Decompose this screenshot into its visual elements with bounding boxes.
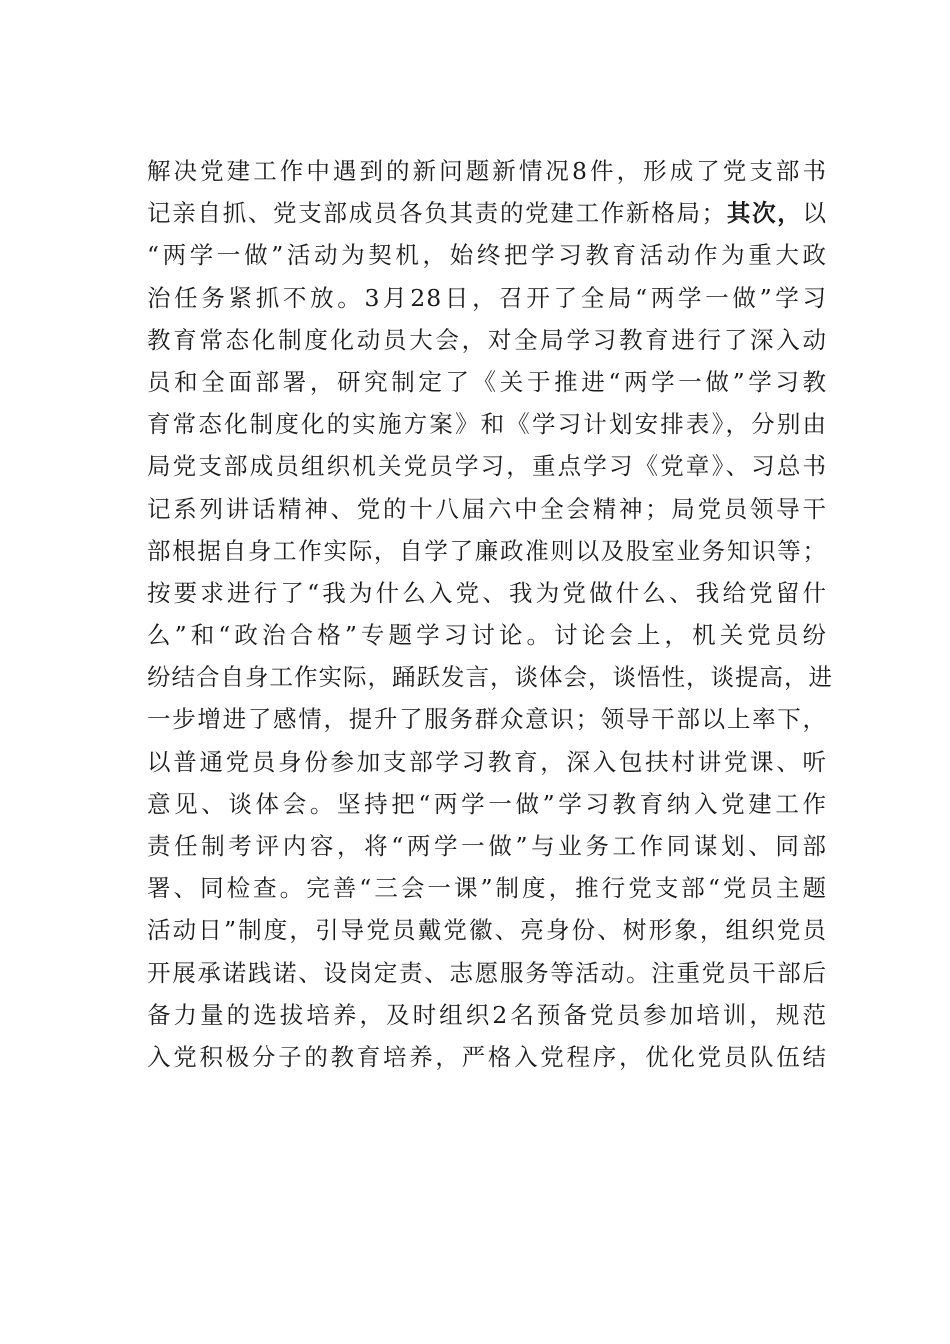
text-line <box>147 909 827 951</box>
text-segment: 么”和“政治合格”专题学习讨论。讨论会上，机关党员纷 <box>147 621 827 650</box>
text-segment: 开展承诺践诺、设岗定责、志愿服务等活动。注重党员干部后 <box>147 958 827 987</box>
text-line <box>147 488 827 530</box>
text-line <box>147 741 827 783</box>
text-segment: 入党积极分子的教育培养，严格入党程序，优化党员队伍结 <box>147 1042 827 1071</box>
text-segment: 一步增进了感情，提升了服务群众意识；领导干部以上率下， <box>147 705 827 734</box>
text-segment: 按要求进行了“我为什么入党、我为党做什么、我给党留什 <box>147 578 827 607</box>
text-segment: 记亲自抓、党支部成员各负其责的党建工作新格局； <box>147 199 727 228</box>
text-segment: 意见、谈体会。坚持把“两学一做”学习教育纳入党建工作 <box>147 789 827 818</box>
text-segment: 纷结合自身工作实际，踊跃发言，谈体会，谈悟性，谈提高，进 <box>147 663 833 692</box>
text-line <box>147 234 827 276</box>
text-line <box>147 150 827 192</box>
text-segment: 以普通党员身份参加支部学习教育，深入包扶村讲党课、听 <box>147 747 827 776</box>
text-segment: 以 <box>802 199 828 228</box>
text-segment: 部根据自身工作实际，自学了廉政准则以及股室业务知识等； <box>147 536 827 565</box>
text-segment: 署、同检查。完善“三会一课”制度，推行党支部“党员主题 <box>147 874 827 903</box>
text-line <box>147 952 827 994</box>
text-segment: 局党支部成员组织机关党员学习，重点学习《党章》、习总书 <box>147 452 827 481</box>
text-line <box>147 783 827 825</box>
text-segment: 员和全面部署，研究制定了《关于推进“两学一做”学习教 <box>147 367 827 396</box>
text-segment: 责任制考评内容，将“两学一做”与业务工作同谋划、同部 <box>147 832 827 860</box>
text-line <box>147 994 827 1036</box>
text-line <box>147 698 827 740</box>
text-segment: 教育常态化制度化动员大会，对全局学习教育进行了深入动 <box>147 325 827 354</box>
text-segment: 记系列讲话精神、党的十八届六中全会精神；局党员领导干 <box>147 494 827 523</box>
text-line <box>147 403 827 445</box>
text-line <box>147 361 827 403</box>
text-line <box>147 825 827 867</box>
text-line <box>147 867 827 909</box>
text-line <box>147 572 827 614</box>
text-line <box>147 319 827 361</box>
text-segment: 活动日”制度，引导党员戴党徽、亮身份、树形象，组织党员 <box>147 916 827 945</box>
text-line <box>147 192 827 234</box>
text-line <box>147 530 827 572</box>
text-line <box>147 614 827 656</box>
text-line <box>147 656 833 698</box>
text-line <box>147 445 827 487</box>
text-line <box>147 277 827 319</box>
emphasis-text: 其次， <box>726 199 803 228</box>
text-segment: “两学一做”活动为契机，始终把学习教育活动作为重大政 <box>147 241 827 270</box>
text-segment: 治任务紧抓不放。3月28日，召开了全局“两学一做”学习 <box>147 283 827 312</box>
text-segment: 解决党建工作中遇到的新问题新情况8件，形成了党支部书 <box>147 157 827 185</box>
text-segment: 备力量的选拔培养，及时组织2名预备党员参加培训，规范 <box>147 1000 827 1029</box>
text-line <box>147 1036 827 1078</box>
body-paragraph <box>147 150 833 1078</box>
text-segment: 育常态化制度化的实施方案》和《学习计划安排表》，分别由 <box>147 410 827 439</box>
